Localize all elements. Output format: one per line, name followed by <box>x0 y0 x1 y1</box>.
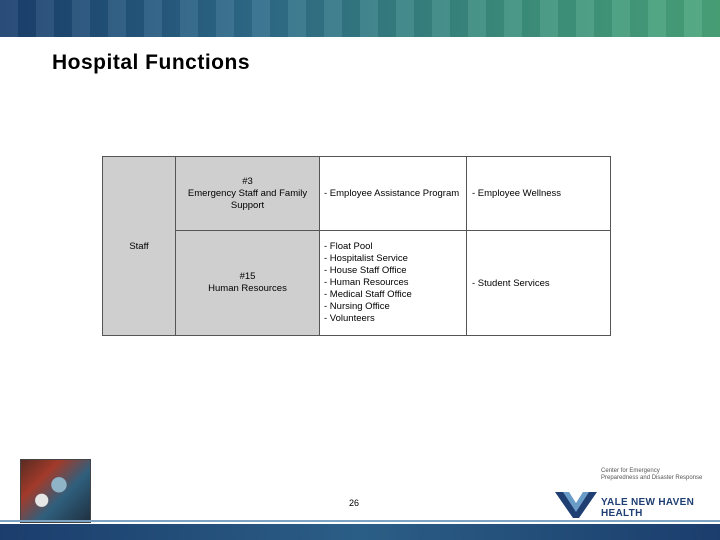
function-number: #3 <box>242 175 253 187</box>
logo-center-line: Preparedness and Disaster Response <box>601 475 703 481</box>
function-cell <box>176 157 320 231</box>
medical-staff-photo <box>20 459 91 523</box>
logo-emblem-icon <box>555 488 597 518</box>
logo-center-line: Center for Emergency <box>601 468 660 474</box>
hospital-functions-table <box>102 156 611 336</box>
function-name: Human Resources <box>208 283 287 294</box>
department-item: - Volunteers <box>324 313 375 324</box>
department-item: - House Staff Office <box>324 265 407 276</box>
footer-rule <box>0 520 720 522</box>
slide-title: Hospital Functions <box>52 51 250 74</box>
table-row <box>103 157 611 231</box>
department-item: - Human Resources <box>324 277 409 288</box>
page-number: 26 <box>349 498 360 508</box>
extra-cell: - Student Services <box>467 231 611 336</box>
department-item: - Employee Assistance Program <box>324 187 460 199</box>
logo-brand-text <box>601 497 694 519</box>
department-item: - Hospitalist Service <box>324 253 408 264</box>
category-cell: Staff <box>103 157 176 336</box>
table-row <box>103 231 611 336</box>
department-item: - Float Pool <box>324 241 373 252</box>
department-item: - Nursing Office <box>324 301 390 312</box>
function-name: Emergency Staff and Family Support <box>187 187 308 211</box>
footer-bar <box>0 524 720 540</box>
logo-brand-line: HEALTH <box>601 508 643 519</box>
departments-cell <box>320 231 467 336</box>
departments-cell <box>320 157 467 231</box>
extra-cell: - Employee Wellness <box>467 157 611 231</box>
yale-new-haven-logo <box>555 466 705 520</box>
department-item: - Medical Staff Office <box>324 289 412 300</box>
header-banner <box>0 0 720 37</box>
logo-center-text <box>601 468 702 482</box>
logo-brand-line: YALE NEW HAVEN <box>601 497 695 508</box>
function-cell <box>176 231 320 336</box>
function-number: #15 <box>239 271 256 282</box>
